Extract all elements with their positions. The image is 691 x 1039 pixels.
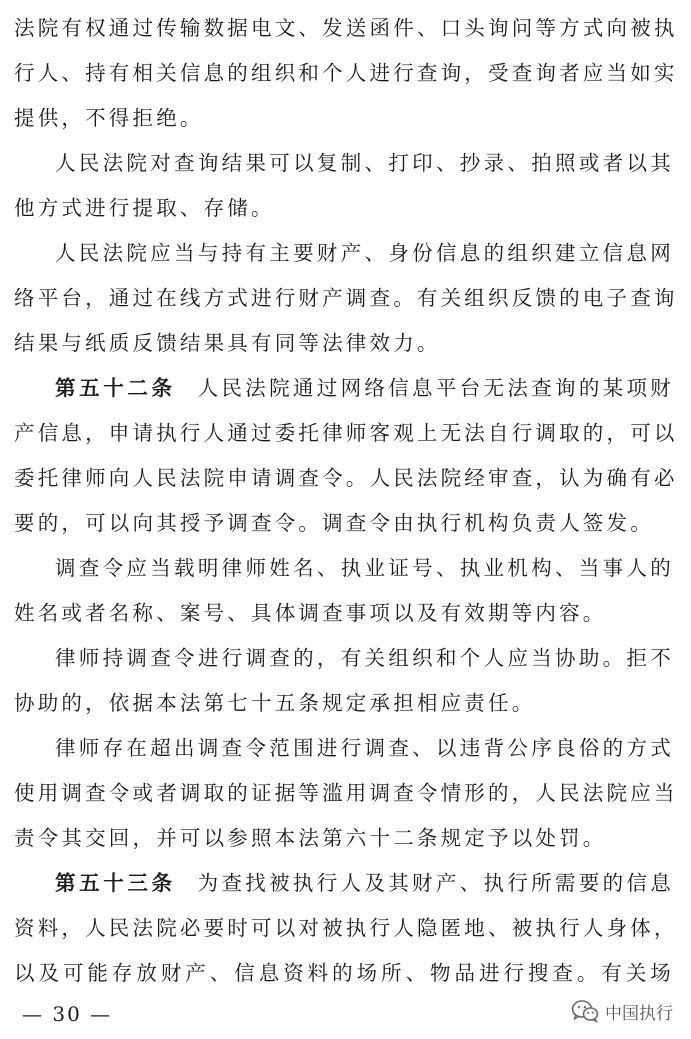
text-span: 为查找被执行人及其财产、执行所需要的信息 — [197, 871, 674, 895]
article-number: 第五十三条 — [55, 871, 176, 895]
text-line — [55, 371, 674, 405]
text-line: 行人、持有相关信息的组织和个人进行查询，受查询者应当如实 — [14, 61, 678, 85]
text-line: 人民法院对查询结果可以复制、打印、抄录、拍照或者以其 — [55, 151, 674, 175]
text-line: 他方式进行提取、存储。 — [14, 196, 275, 220]
text-line: 络平台，通过在线方式进行财产调查。有关组织反馈的电子查询 — [14, 286, 678, 310]
text-line: 人民法院应当与持有主要财产、身份信息的组织建立信息网 — [55, 241, 674, 265]
text-line: 姓名或者名称、案号、具体调查事项以及有效期等内容。 — [14, 601, 607, 625]
text-line: 调查令应当载明律师姓名、执业证号、执业机构、当事人的 — [55, 556, 674, 580]
text-line: 法院有权通过传输数据电文、发送函件、口头询问等方式向被执 — [14, 16, 678, 40]
watermark-text: 中国执行 — [605, 1003, 673, 1024]
page-number: — 30 — — [22, 1002, 113, 1026]
watermark — [571, 996, 673, 1026]
text-line — [55, 866, 674, 900]
text-span: 人民法院通过网络信息平台无法查询的某项财 — [197, 376, 674, 400]
text-line: 律师存在超出调查令范围进行调查、以违背公序良俗的方式 — [55, 736, 674, 760]
text-line: 使用调查令或者调取的证据等滥用调查令情形的，人民法院应当 — [14, 781, 678, 805]
text-line: 协助的，依据本法第七十五条规定承担相应责任。 — [14, 691, 536, 715]
wechat-icon — [571, 999, 599, 1023]
text-line: 要的，可以向其授予调查令。调查令由执行机构负责人签发。 — [14, 511, 654, 535]
text-line: 产信息，申请执行人通过委托律师客观上无法自行调取的，可以 — [14, 421, 678, 445]
article-number: 第五十二条 — [55, 376, 176, 400]
text-line: 结果与纸质反馈结果具有同等法律效力。 — [14, 331, 441, 355]
text-line: 律师持调查令进行调查的，有关组织和个人应当协助。拒不 — [55, 646, 674, 670]
text-line: 以及可能存放财产、信息资料的场所、物品进行搜查。有关场 — [14, 961, 674, 985]
text-line: 责令其交回，并可以参照本法第六十二条规定予以处罚。 — [14, 826, 607, 850]
text-line: 委托律师向人民法院申请调查令。人民法院经审查，认为确有必 — [14, 466, 678, 490]
text-line: 资料，人民法院必要时可以对被执行人隐匿地、被执行人身体， — [14, 916, 678, 940]
text-line: 提供，不得拒绝。 — [14, 106, 204, 130]
